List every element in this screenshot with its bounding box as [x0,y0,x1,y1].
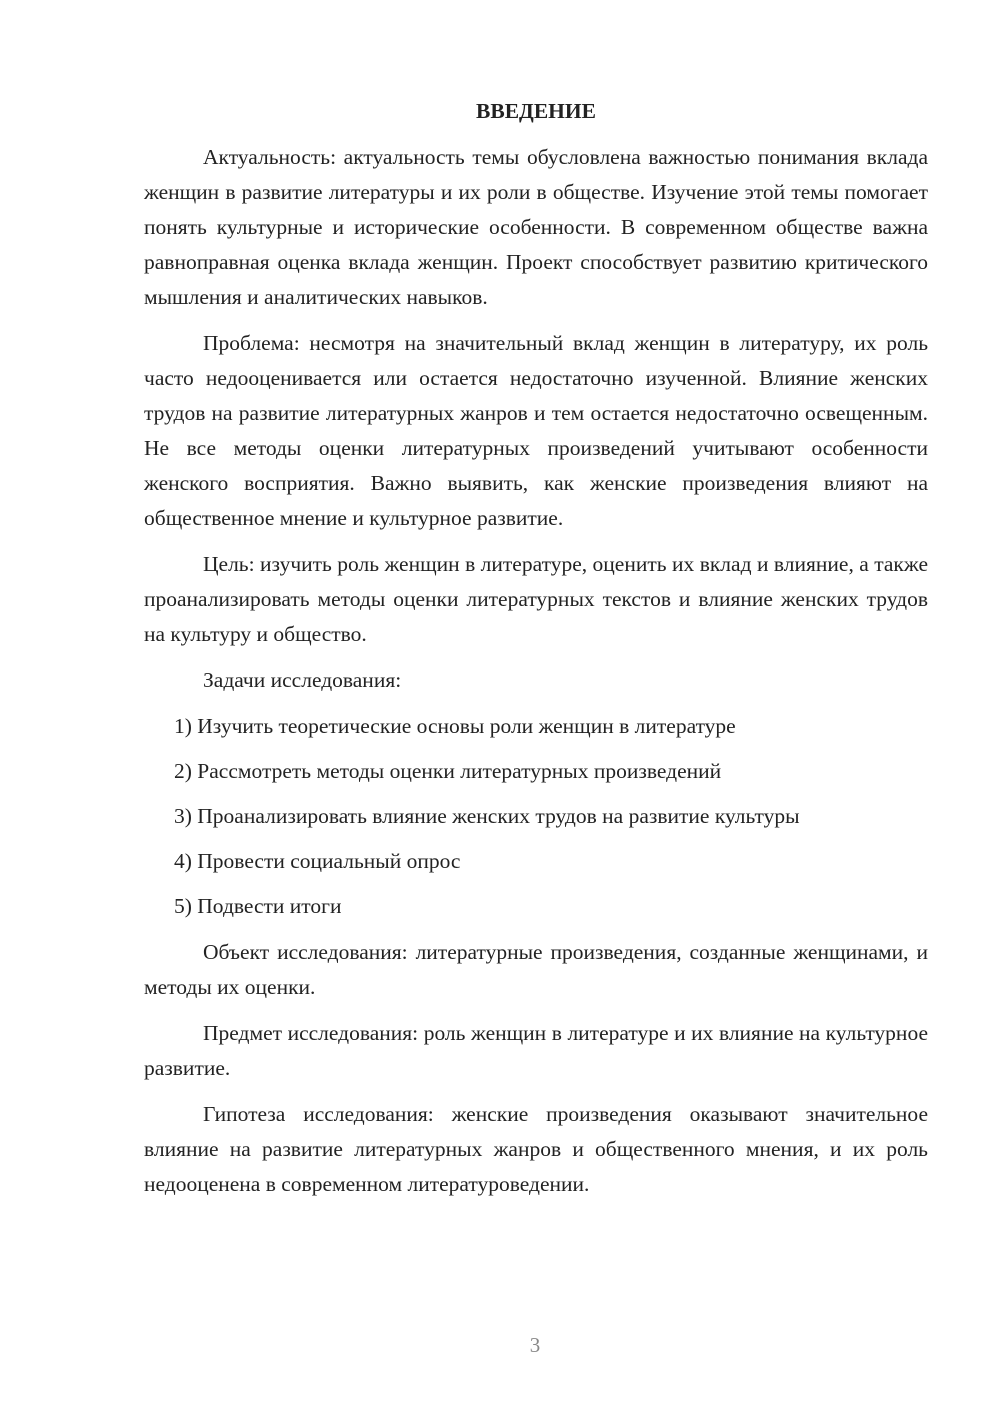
page-number: 3 [529,1333,541,1357]
paragraph-object: Объект исследования: литературные произведения, созданные женщинами, и методы их оценки. [144,940,928,999]
tasks-list [144,709,928,924]
list-item: 4) Провести социальный опрос [174,849,461,873]
page-title: ВВЕДЕНИЕ [476,99,596,123]
paragraph-problem: Проблема: несмотря на значительный вклад женщин в литературу, их роль часто недооценивается или остается недостаточно изученной. Влияние женских трудов на развитие литературных жанров и тем остается недостаточно освещенным. Не все методы оценки литературных произведений учитывают особенности женского восприятия. Важно выявить, как женские произведения влияют на общественное мнение и культурное развитие. [144,331,928,530]
paragraph-hypothesis: Гипотеза исследования: женские произведения оказывают значительное влияние на развитие литературных жанров и общественного мнения, и их роль недооценена в современном литературоведении. [144,1102,928,1196]
paragraph-goal: Цель: изучить роль женщин в литературе, оценить их вклад и влияние, а также проанализировать методы оценки литературных текстов и влияние женских трудов на культуру и общество. [144,552,928,646]
paragraph-subject: Предмет исследования: роль женщин в литературе и их влияние на культурное развитие. [144,1021,928,1080]
list-item: 3) Проанализировать влияние женских трудов на развитие культуры [174,804,800,828]
page-content [144,94,928,1213]
list-item: 1) Изучить теоретические основы роли женщин в литературе [174,714,736,738]
list-item: 5) Подвести итоги [174,894,342,918]
list-item: 2) Рассмотреть методы оценки литературных произведений [174,759,722,783]
tasks-heading: Задачи исследования: [203,668,402,692]
paragraph-relevance: Актуальность: актуальность темы обусловлена важностью понимания вклада женщин в развитие литературы и их роли в обществе. Изучение этой темы помогает понять культурные и исторические особенности. В современном обществе важна равноправная оценка вклада женщин. Проект способствует развитию критического мышления и аналитических навыков. [144,145,928,309]
